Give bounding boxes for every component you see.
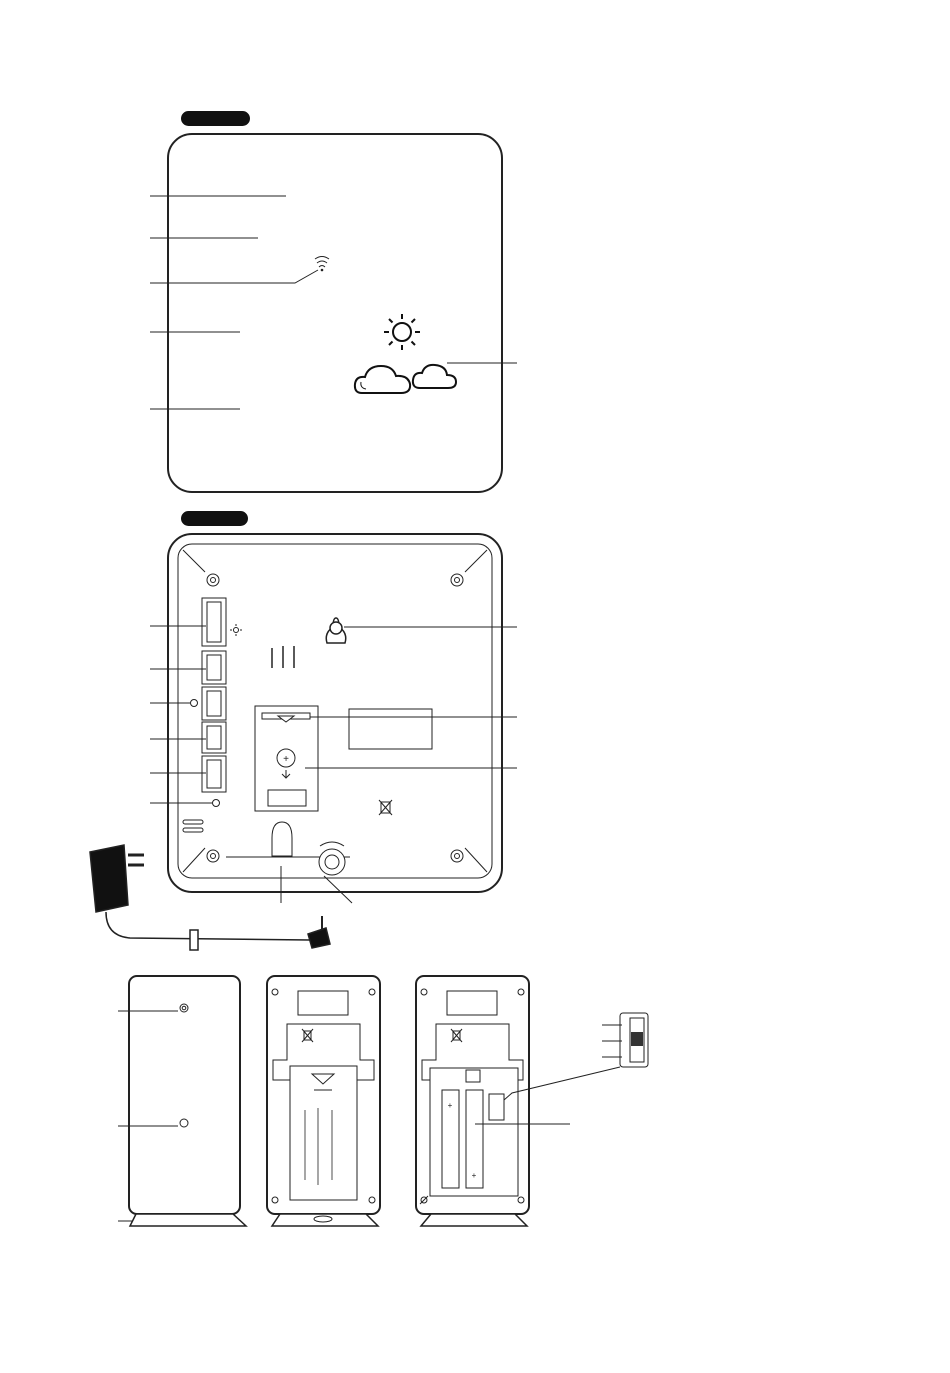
front-view [150,111,517,492]
svg-text:+: + [447,1101,453,1110]
battery-door[interactable] [255,706,318,811]
sensor-back-open [416,976,529,1226]
button-column [202,598,226,807]
back-view [90,511,517,950]
down-wave-button[interactable] [202,756,226,792]
sensor-back-closed [267,976,380,1226]
set-indicator-dot [191,700,198,707]
reset-pinhole[interactable] [213,800,220,807]
sensor-front [129,976,246,1226]
channel-switch[interactable] [620,1013,648,1067]
label-recess [349,709,432,749]
back-view-title-pill [181,511,248,526]
set-button[interactable] [202,687,226,720]
snooze-dimmer-button[interactable] [202,598,226,646]
front-view-title-pill [181,111,250,126]
sensor-reset-hole[interactable] [180,1119,188,1127]
up-rf-button[interactable] [202,651,226,684]
outdoor-sensor [118,976,648,1226]
svg-text:+: + [283,754,289,765]
alarm-button[interactable] [202,722,226,753]
sensor-led [180,1004,188,1012]
sensor-battery-door[interactable] [290,1066,357,1200]
svg-text:+: + [471,1171,477,1180]
front-device-body [168,134,502,492]
recycle-bin-icon [379,800,392,815]
channel-switch-small [489,1094,504,1120]
